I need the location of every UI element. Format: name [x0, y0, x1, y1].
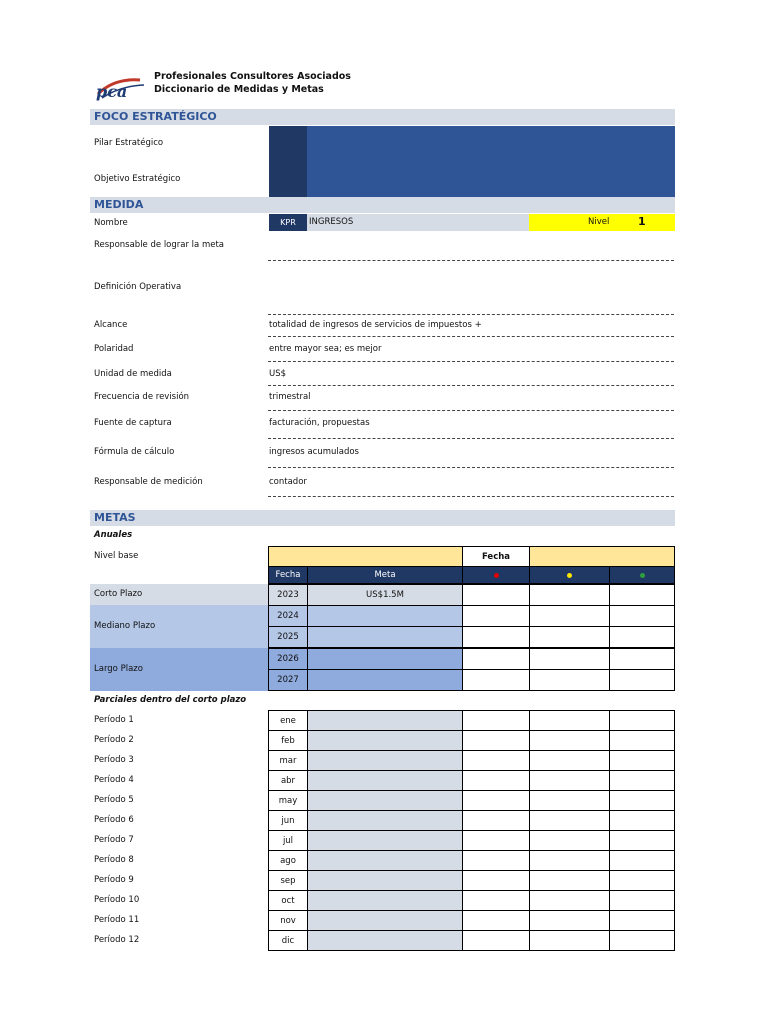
year-red-cell	[462, 669, 530, 691]
period-yellow-cell	[529, 910, 610, 931]
period-yellow-cell	[529, 930, 610, 951]
objetivo-label: Objetivo Estratégico	[94, 174, 181, 184]
section-medida	[90, 197, 675, 213]
col-red-header	[462, 566, 530, 584]
period-green-cell	[609, 930, 675, 951]
period-yellow-cell	[529, 790, 610, 811]
period-meta-cell	[307, 850, 463, 871]
company-name: Profesionales Consultores Asociados	[154, 71, 351, 82]
period-red-cell	[462, 930, 530, 951]
meta-cell	[307, 669, 463, 691]
meta-cell	[307, 605, 463, 627]
period-red-cell	[462, 730, 530, 751]
field-value: facturación, propuestas	[269, 418, 370, 428]
period-label: Período 7	[94, 835, 134, 845]
nivel-base-value-cell	[268, 546, 463, 567]
pilar-code-box	[269, 126, 307, 197]
year-green-cell	[609, 669, 675, 691]
period-green-cell	[609, 730, 675, 751]
year-yellow-cell	[529, 648, 610, 670]
period-yellow-cell	[529, 810, 610, 831]
period-green-cell	[609, 790, 675, 811]
field-label: Responsable de medición	[94, 477, 203, 487]
year-red-cell	[462, 584, 530, 606]
period-yellow-cell	[529, 890, 610, 911]
field-value: trimestral	[269, 392, 311, 402]
period-label: Período 4	[94, 775, 134, 785]
period-red-cell	[462, 710, 530, 731]
field-label: Alcance	[94, 320, 128, 330]
field-value: totalidad de ingresos de servicios de impuestos +	[269, 320, 482, 330]
corto-plazo-label: Corto Plazo	[90, 584, 268, 605]
section-metas-title: METAS	[94, 511, 136, 524]
year-yellow-cell	[529, 605, 610, 627]
year-yellow-cell	[529, 584, 610, 606]
period-label: Período 6	[94, 815, 134, 825]
pilar-label: Pilar Estratégico	[94, 138, 164, 148]
nivel-base-label: Nivel base	[94, 551, 139, 561]
field-label: Fórmula de cálculo	[94, 447, 175, 457]
company-logo	[94, 76, 148, 102]
field-label: Polaridad	[94, 344, 134, 354]
field-divider	[268, 336, 674, 337]
section-foco	[90, 109, 675, 125]
year-red-cell	[462, 605, 530, 627]
period-label: Período 3	[94, 755, 134, 765]
field-value: entre mayor sea; es mejor	[269, 344, 382, 354]
field-divider	[268, 410, 674, 411]
period-label: Período 12	[94, 935, 140, 945]
period-green-cell	[609, 850, 675, 871]
nombre-label: Nombre	[94, 218, 128, 228]
period-green-cell	[609, 830, 675, 851]
field-value: US$	[269, 369, 287, 379]
meta-cell	[307, 648, 463, 670]
period-label: Período 2	[94, 735, 134, 745]
period-yellow-cell	[529, 870, 610, 891]
mediano-plazo-label: Mediano Plazo	[90, 605, 268, 648]
period-meta-cell	[307, 810, 463, 831]
period-red-cell	[462, 750, 530, 771]
period-month-cell: may	[268, 790, 308, 811]
period-meta-cell	[307, 830, 463, 851]
period-yellow-cell	[529, 770, 610, 791]
section-medida-title: MEDIDA	[94, 198, 144, 211]
period-yellow-cell	[529, 850, 610, 871]
period-red-cell	[462, 850, 530, 871]
year-green-cell	[609, 626, 675, 648]
period-meta-cell	[307, 890, 463, 911]
period-yellow-cell	[529, 830, 610, 851]
period-month-cell: ene	[268, 710, 308, 731]
doc-title: Diccionario de Medidas y Metas	[154, 84, 324, 95]
anuales-label: Anuales	[94, 530, 133, 540]
field-divider	[268, 314, 674, 315]
logo-text: pca	[96, 82, 128, 101]
period-red-cell	[462, 910, 530, 931]
period-label: Período 8	[94, 855, 134, 865]
kpr-name: INGRESOS	[307, 214, 529, 231]
period-month-cell: nov	[268, 910, 308, 931]
year-cell: 2024	[268, 605, 308, 627]
largo-plazo-label: Largo Plazo	[90, 648, 268, 691]
year-red-cell	[462, 648, 530, 670]
period-red-cell	[462, 790, 530, 811]
period-red-cell	[462, 870, 530, 891]
period-label: Período 1	[94, 715, 134, 725]
field-divider	[268, 496, 674, 497]
year-yellow-cell	[529, 626, 610, 648]
period-yellow-cell	[529, 710, 610, 731]
period-month-cell: feb	[268, 730, 308, 751]
period-meta-cell	[307, 930, 463, 951]
field-label: Frecuencia de revisión	[94, 392, 190, 402]
period-green-cell	[609, 710, 675, 731]
period-month-cell: oct	[268, 890, 308, 911]
period-red-cell	[462, 810, 530, 831]
year-red-cell	[462, 626, 530, 648]
period-green-cell	[609, 910, 675, 931]
col-yellow-header	[529, 566, 610, 584]
field-value: ingresos acumulados	[269, 447, 359, 457]
field-divider	[268, 260, 674, 261]
period-green-cell	[609, 870, 675, 891]
year-green-cell	[609, 648, 675, 670]
period-meta-cell	[307, 750, 463, 771]
period-yellow-cell	[529, 730, 610, 751]
fecha-header-cell: Fecha	[462, 546, 530, 567]
period-meta-cell	[307, 910, 463, 931]
field-label: Unidad de medida	[94, 369, 172, 379]
col-meta-header: Meta	[307, 566, 463, 584]
period-label: Período 11	[94, 915, 140, 925]
period-month-cell: jun	[268, 810, 308, 831]
period-red-cell	[462, 830, 530, 851]
nivel-value: 1	[638, 215, 646, 228]
section-foco-title: FOCO ESTRATÉGICO	[94, 110, 217, 123]
period-month-cell: sep	[268, 870, 308, 891]
col-green-header	[609, 566, 675, 584]
field-label: Responsable de lograr la meta	[94, 240, 224, 250]
section-metas	[90, 510, 675, 526]
period-label: Período 9	[94, 875, 134, 885]
period-meta-cell	[307, 730, 463, 751]
green-dot-icon	[640, 573, 645, 578]
year-cell: 2026	[268, 648, 308, 670]
period-green-cell	[609, 890, 675, 911]
red-dot-icon	[494, 573, 499, 578]
field-divider	[268, 385, 674, 386]
period-green-cell	[609, 810, 675, 831]
nivel-label: Nivel	[588, 217, 610, 227]
meta-cell	[307, 626, 463, 648]
year-green-cell	[609, 584, 675, 606]
period-month-cell: mar	[268, 750, 308, 771]
year-cell: 2027	[268, 669, 308, 691]
yellow-dot-icon	[567, 573, 572, 578]
period-month-cell: dic	[268, 930, 308, 951]
period-month-cell: jul	[268, 830, 308, 851]
period-green-cell	[609, 770, 675, 791]
meta-cell: US$1.5M	[307, 584, 463, 606]
period-meta-cell	[307, 790, 463, 811]
field-value: contador	[269, 477, 307, 487]
period-meta-cell	[307, 870, 463, 891]
period-meta-cell	[307, 770, 463, 791]
period-meta-cell	[307, 710, 463, 731]
period-label: Período 10	[94, 895, 140, 905]
nivel-box	[529, 214, 675, 231]
year-yellow-cell	[529, 669, 610, 691]
field-divider	[268, 361, 674, 362]
period-green-cell	[609, 750, 675, 771]
period-red-cell	[462, 770, 530, 791]
field-divider	[268, 438, 674, 439]
period-month-cell: abr	[268, 770, 308, 791]
pilar-objetivo-box	[307, 126, 675, 197]
field-divider	[268, 467, 674, 468]
period-red-cell	[462, 890, 530, 911]
period-yellow-cell	[529, 750, 610, 771]
year-cell: 2023	[268, 584, 308, 606]
period-month-cell: ago	[268, 850, 308, 871]
col-fecha-header: Fecha	[268, 566, 308, 584]
parciales-label: Parciales dentro del corto plazo	[94, 695, 247, 705]
fecha-value-cell	[529, 546, 675, 567]
year-cell: 2025	[268, 626, 308, 648]
kpr-code: KPR	[269, 214, 307, 231]
field-label: Definición Operativa	[94, 282, 182, 292]
period-label: Período 5	[94, 795, 134, 805]
field-label: Fuente de captura	[94, 418, 172, 428]
year-green-cell	[609, 605, 675, 627]
